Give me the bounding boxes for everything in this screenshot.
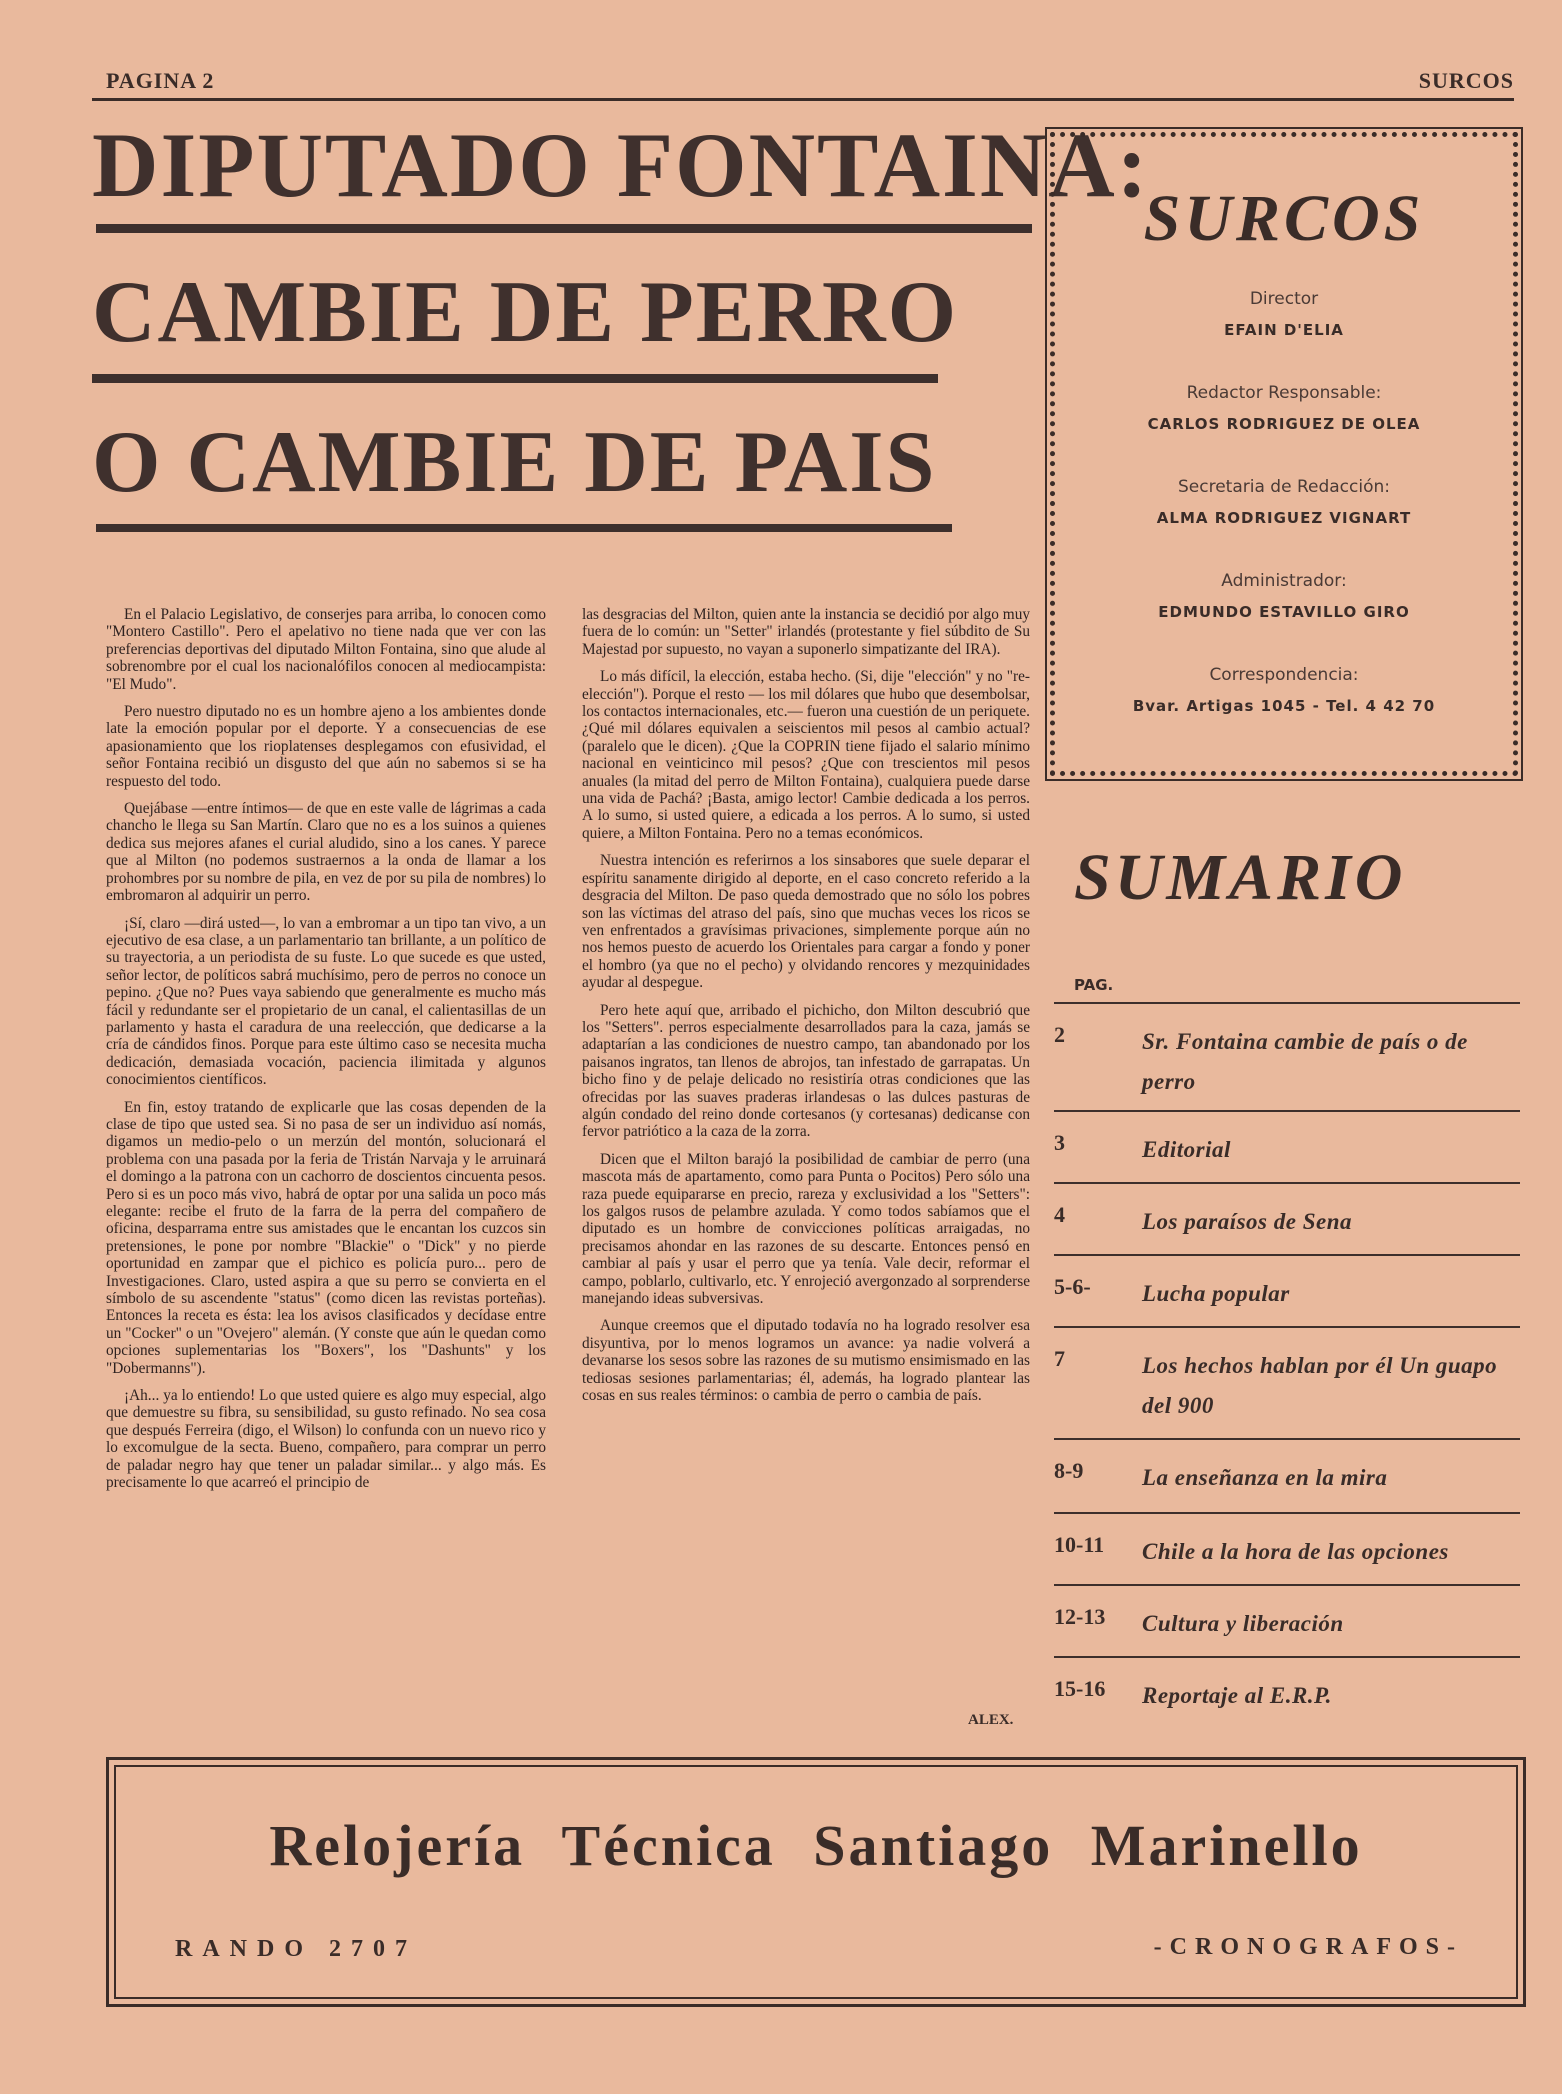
sumario-page: 12-13: [1054, 1604, 1106, 1629]
sumario-item: [1054, 1512, 1520, 1584]
article-signature: ALEX.: [968, 1712, 1014, 1728]
headline-rule-2: [92, 374, 938, 383]
article-paragraph: En el Palacio Legislativo, de conserjes para arriba, lo conocen como "Montero Castillo". Pero el apelativo no tiene nada que ver con las preferencias deportivas del diputado Milton Fontaina, sino que alude al sobrenombre por el cual los nacionalófilos conocen al mediocampista: "El Mudo".: [106, 606, 546, 693]
article-paragraph: Dicen que el Milton barajó la posibilidad de cambiar de perro (una mascota más de apartamento, como para Punta o Pocitos) Pero sólo una raza puede equipararse en precio, rareza y exclusividad a los "Setters": los galgos rusos de pelambre azulada. Y como todos sabíamos que el diputado es un hombre de convicciones políticas arraigadas, no precisamos ahondar en las razones de su descarte. Entonces pensó en cambiar al país y usar el perro que ya tenía. Vale decir, reformar el campo, poblarlo, cultivarlo, etc. Y enrojeció avergonzado al sorprenderse manejando ideas subversivas.: [582, 1150, 1030, 1308]
headline-rule-3: [96, 524, 952, 532]
article-paragraph: Pero nuestro diputado no es un hombre ajeno a los ambientes donde late la emoción popular por el deporte. Y a consecuencias de ese apasionamiento que los rioplatenses desplegamos con efusividad, el señor Fontaina recibió un disgusto del que aún no sabemos si se ha respuesto del todo.: [106, 703, 546, 790]
article-paragraph: Nuestra intención es referirnos a los sinsabores que suele deparar el espíritu sanamente dirigido al deporte, en el caso concreto referido a la desgracia del Milton. De paso queda demostrado que no sólo los pobres son las víctimas del atraso del país, sino que muchas veces los ricos se ven enfrentados a gravísimas privaciones, simplemente porque aún no nos hemos puesto de acuerdo los Orientales para cargar a fondo y poner el hombro (ya que no el pecho) y olvidando rencores y mezquinidades ayudar al despegue.: [582, 852, 1030, 992]
sumario-title-text: Cultura y liberación: [1142, 1611, 1344, 1636]
headline-rule-1: [96, 224, 1032, 233]
sumario-page: 5-6-: [1054, 1274, 1091, 1299]
sumario-list: [1054, 1002, 1520, 1728]
article-paragraph: ¡Ah... ya lo entiendo! Lo que usted quiere es algo muy especial, algo que demuestre su fibra, su sensibilidad, su gusto refinado. No sea cosa que después Ferreira (digo, el Wilson) lo confunda con un nuevo rico y lo excomulgue de la secta. Bueno, compañero, para comprar un perro de paladar negro hay que tener un paladar similar... y algo más. Es precisamente lo que acarreó el principio de: [106, 1387, 546, 1492]
admin-label: Administrador:: [1221, 571, 1347, 591]
sumario-title-text: Sr. Fontaina cambie de país o de perro: [1142, 1029, 1468, 1094]
secretaria-label: Secretaria de Redacción:: [1178, 477, 1390, 497]
sumario-pag-label: PAG.: [1074, 976, 1114, 994]
article-paragraph: las desgracias del Milton, quien ante la instancia se decidió por algo muy fuera de lo común: un "Setter" irlandés (protestante y fiel súbdito de Su Majestad por supuesto, no vayan a suponerlo simpatizante del IRA).: [582, 606, 1030, 658]
sumario-title: SUMARIO: [1074, 841, 1407, 914]
ad-tagline-text: CRONOGRAFOS: [1169, 1934, 1447, 1960]
sumario-title-text: La enseñanza en la mira: [1142, 1465, 1388, 1490]
ad-tagline-dash-icon: -: [1153, 1934, 1170, 1960]
ad-address: RANDO 2707: [175, 1936, 417, 1962]
headline-line-2: CAMBIE DE PERRO: [92, 264, 959, 361]
redactor-label: Redactor Responsable:: [1186, 383, 1382, 403]
article-column-2: [582, 606, 1030, 1414]
masthead-box: [1050, 132, 1518, 776]
article-column-1: [106, 606, 546, 1502]
sumario-item: [1054, 1182, 1520, 1254]
sumario-title-text: Los paraísos de Sena: [1142, 1209, 1352, 1234]
sumario-title-text: Editorial: [1142, 1137, 1231, 1162]
header-rule: [92, 98, 1514, 101]
sumario-item: [1054, 1438, 1520, 1512]
article-paragraph: En fin, estoy tratando de explicarle que las cosas dependen de la clase de tipo que usted sea. Si no pasa de ser un individuo así nomás, digamos un medio-pelo o un merzún del montón, solucionará el problema con una pasada por la feria de Tristán Narvaja y le arruinará el domingo a la patrona con un cachorro de doscientos cincuenta pesos. Pero si es un poco más vivo, habrá de optar por una salida un poco más elegante: recibe el fruto de la farra de la perra del compañero de oficina, desparrama entre sus amistades que le encantan los cuzcos sin pretensiones, le pone por nombre "Blackie" o "Dick" y no pierde oportunidad en zampar que el pichico es policía puro... pero de Investigaciones. Claro, usted aspira a que su perro se convierta en el símbolo de su ascendente "status" (como dicen las revistas porteñas). Entonces la receta es ésta: lea los avisos clasificados y decídase entre un "Cocker" o un "Ovejero" alemán. (Y conste que aún le quedan como opciones suplementarias los "Boxers", los "Dashunts" y los "Dobermanns").: [106, 1098, 546, 1377]
page-number: PAGINA 2: [106, 68, 215, 93]
correspondencia-address: Bvar. Artigas 1045 - Tel. 4 42 70: [1132, 697, 1436, 715]
masthead-title: SURCOS: [1143, 182, 1425, 255]
sumario-page: 3: [1054, 1130, 1065, 1155]
sumario-page: 10-11: [1054, 1532, 1105, 1557]
ad-tagline: [1154, 1934, 1463, 1961]
sumario-title-text: Lucha popular: [1142, 1281, 1290, 1306]
article-paragraph: Lo más difícil, la elección, estaba hecho. (Si, dije "elección" y no "re-elección"). Porque el resto — los mil dólares que hubo que desembolsar, los contactos internacionales, etc.— fueron una cuestión de un periquete. ¿Qué mil dólares equivalen a seiscientos mil pesos al cambio actual? (paralelo que le dicen). ¿Que la COPRIN tiene fijado el salario mínimo nacional en veinticinco mil pesos? ¿Que con trescientos mil pesos anuales (la mitad del perro de Milton Fontaina), cualquiera puede darse una vida de Pachá? ¡Basta, amigo lector! Cambie dedicada a los perros. A lo sumo, si usted quiere, a edicada a los perros. A lo sumo, si usted quiere, a Milton Fontaina. Pero no a temas económicos.: [582, 668, 1030, 842]
secretaria-name: ALMA RODRIGUEZ VIGNART: [1156, 509, 1412, 527]
sumario-page: 15-16: [1054, 1676, 1106, 1701]
sumario-item: [1054, 1326, 1520, 1438]
article-paragraph: ¡Sí, claro —dirá usted—, lo van a embromar a un tipo tan vivo, a un ejecutivo de esa clase, a un parlamentario tan brillante, a un político de su trayectoria, a un periodista de su fuste. Lo que sucede es que usted, señor lector, de políticos sabrá muchísimo, pero de perros no conoce un pepino. ¿Que no? Pues vaya sabiendo que generalmente es mucho más fácil y redundante ser el propietario de un canal, el calientasillas de un parlamento y hasta el caradura de una reelección, que dedicarse a la cría de cándidos finos. Porque para este último caso se necesita mucha dedicación, demasiada vocación, paciencia ilimitada y algunos conocimientos científicos.: [106, 914, 546, 1089]
sumario-title-text: Chile a la hora de las opciones: [1142, 1539, 1449, 1564]
sumario-title-text: Los hechos hablan por él Un guapo del 900: [1142, 1353, 1498, 1418]
director-name: EFAIN D'ELIA: [1224, 321, 1344, 339]
ad-title: Relojería Técnica Santiago Marinello: [269, 1813, 1363, 1878]
redactor-name: CARLOS RODRIGUEZ DE OLEA: [1147, 415, 1421, 433]
sumario-item: [1054, 1110, 1520, 1182]
sumario-page: 4: [1054, 1202, 1065, 1227]
correspondencia-label: Correspondencia:: [1209, 665, 1359, 685]
sumario-item: [1054, 1584, 1520, 1656]
sumario-title-text: Reportaje al E.R.P.: [1142, 1683, 1332, 1708]
sumario-item: [1054, 1656, 1520, 1728]
director-label: Director: [1249, 289, 1319, 309]
ad-tagline-dash-icon: -: [1447, 1934, 1463, 1960]
sumario-item: [1054, 1254, 1520, 1326]
sumario-page: 2: [1054, 1022, 1065, 1047]
headline-line-3: O CAMBIE DE PAIS: [92, 414, 937, 511]
admin-name: EDMUNDO ESTAVILLO GIRO: [1158, 603, 1410, 621]
advertisement-box: [106, 1757, 1526, 2007]
article-paragraph: Quejábase —entre íntimos— de que en este valle de lágrimas a cada chancho le llega su San Martín. Claro que no es a los suinos a quienes dedica sus mejores afanes el curial aludido, sino a los canes. Y parece que al Milton (no podemos sustraernos a la onda de llamar a los prohombres por su nombre de pila, en vez de por su pila de nombres) lo embromaron al adquirir un perro.: [106, 800, 546, 905]
sumario-page: 7: [1054, 1346, 1065, 1371]
article-paragraph: Pero hete aquí que, arribado el pichicho, don Milton descubrió que los "Setters". perros especialmente desarrollados para la caza, jamás se adaptarían a las condiciones de nuestro campo, tan abandonado por los paisanos ingratos, tan llenos de abrojos, tan infestado de garrapatas. Un bicho fino y de pelaje delicado no resistiría otras condiciones que las ofrecidas por las suaves praderas irlandesas o las dulces pasturas de algún condado del reino donde cortesanos (y cortesanas) dedicanse con fervor patriótico a la caza de la zorra.: [582, 1001, 1030, 1141]
sumario-page: 8-9: [1054, 1458, 1084, 1483]
publication-name: SURCOS: [1418, 68, 1514, 93]
headline-line-1: DIPUTADO FONTAINA:: [92, 114, 1150, 216]
sumario-item: [1054, 1002, 1520, 1110]
article-paragraph: Aunque creemos que el diputado todavía no ha logrado resolver esa disyuntiva, por lo menos logramos un avance: ya nadie volverá a devanarse los sesos sobre las razones de su mutismo ensimismado en las tediosas sesiones parlamentarias; él, además, ha logrado plantear las cosas en sus reales términos: o cambia de perro o cambia de país.: [582, 1317, 1030, 1405]
